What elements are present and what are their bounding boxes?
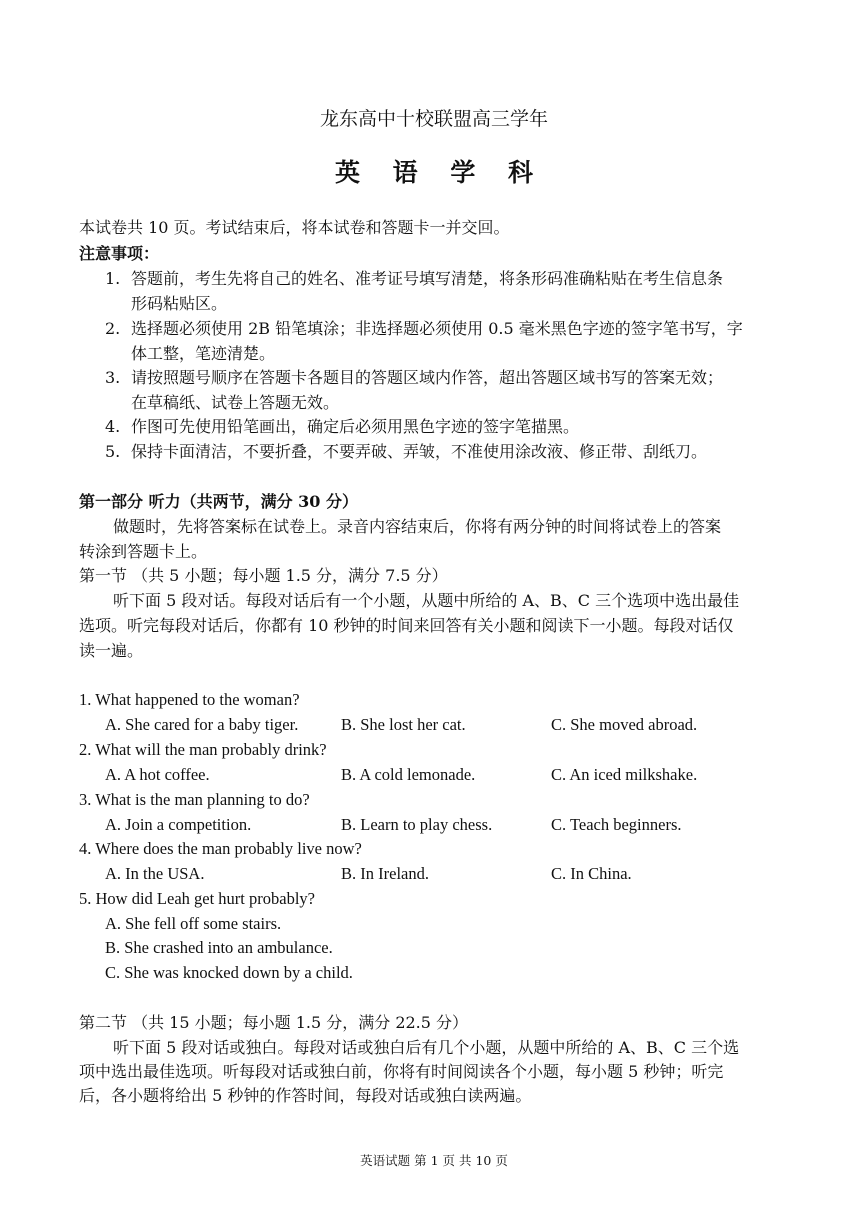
note-number: 5. xyxy=(105,442,121,461)
notes-title: 注意事项： xyxy=(79,244,160,263)
question-1-option-b: B. She lost her cat. xyxy=(341,715,466,734)
note-text: 作图可先使用铅笔画出，确定后必须用黑色字迹的签字笔描黑。 xyxy=(131,417,580,436)
note-text-continued: 体工整，笔迹清楚。 xyxy=(131,344,276,363)
section1-title: 第一节 （共 5 小题；每小题 1.5 分，满分 7.5 分） xyxy=(79,566,448,585)
question-1-option-c: C. She moved abroad. xyxy=(551,715,698,734)
question-5: 5. How did Leah get hurt probably? xyxy=(79,889,315,908)
section2-description-continued: 项中选出最佳选项。听每段对话或独白前，你将有时间阅读各个小题，每小题 5 秒钟；听完 xyxy=(79,1062,724,1081)
question-5-option-a: A. She fell off some stairs. xyxy=(105,914,282,933)
note-text: 选择题必须使用 2B 铅笔填涂；非选择题必须使用 0.5 毫米黑色字迹的签字笔书写，字 xyxy=(131,319,743,338)
note-item-3 xyxy=(105,367,723,389)
question-5-option-b: B. She crashed into an ambulance. xyxy=(105,938,333,957)
note-item-1 xyxy=(105,268,723,290)
question-5-option-c: C. She was knocked down by a child. xyxy=(105,963,353,982)
note-number: 1. xyxy=(105,269,121,288)
question-2: 2. What will the man probably drink? xyxy=(79,740,327,759)
section2-title: 第二节 （共 15 小题；每小题 1.5 分，满分 22.5 分） xyxy=(79,1013,469,1032)
note-item-4 xyxy=(105,416,579,438)
note-number: 4. xyxy=(105,417,121,436)
note-item-2 xyxy=(105,318,743,340)
question-3: 3. What is the man planning to do? xyxy=(79,790,310,809)
note-text-continued: 在草稿纸、试卷上答题无效。 xyxy=(131,393,340,412)
question-4-option-a: A. In the USA. xyxy=(105,864,205,883)
note-text-continued: 形码粘贴区。 xyxy=(131,294,228,313)
question-2-option-c: C. An iced milkshake. xyxy=(551,765,698,784)
question-4-option-b: B. In Ireland. xyxy=(341,864,429,883)
exam-intro: 本试卷共 10 页。考试结束后，将本试卷和答题卡一并交回。 xyxy=(79,218,510,237)
section2-description: 听下面 5 段对话或独白。每段对话或独白后有几个小题，从题中所给的 A、B、C 三个选 xyxy=(113,1038,740,1057)
question-1-option-a: A. She cared for a baby tiger. xyxy=(105,715,299,734)
section1-description: 听下面 5 段对话。每段对话后有一个小题，从题中所给的 A、B、C 三个选项中选出最佳 xyxy=(113,591,740,610)
question-3-option-b: B. Learn to play chess. xyxy=(341,815,493,834)
part1-title: 第一部分 听力（共两节，满分 30 分） xyxy=(79,492,358,511)
page-footer: 英语试题 第 1 页 共 10 页 xyxy=(360,1153,508,1168)
note-number: 2. xyxy=(105,319,121,338)
note-text: 请按照题号顺序在答题卡各题目的答题区域内作答，超出答题区域书写的答案无效； xyxy=(131,368,724,387)
subject-title: 英 语 学 科 xyxy=(334,158,546,187)
section2-description-continued: 后，各小题将给出 5 秒钟的作答时间，每段对话或独白读两遍。 xyxy=(79,1086,532,1105)
question-2-option-a: A. A hot coffee. xyxy=(105,765,210,784)
note-text: 保持卡面清洁，不要折叠，不要弄破、弄皱，不准使用涂改液、修正带、刮纸刀。 xyxy=(131,442,708,461)
question-4-option-c: C. In China. xyxy=(551,864,632,883)
question-2-option-b: B. A cold lemonade. xyxy=(341,765,476,784)
school-union-title: 龙东高中十校联盟高三学年 xyxy=(319,108,548,130)
part1-description: 做题时，先将答案标在试卷上。录音内容结束后，你将有两分钟的时间将试卷上的答案 xyxy=(113,517,722,536)
section1-description-continued: 读一遍。 xyxy=(79,641,144,660)
note-number: 3. xyxy=(105,368,121,387)
note-item-5 xyxy=(105,441,707,463)
question-3-option-a: A. Join a competition. xyxy=(105,815,252,834)
note-text: 答题前，考生先将自己的姓名、准考证号填写清楚，将条形码准确粘贴在考生信息条 xyxy=(131,269,724,288)
question-1: 1. What happened to the woman? xyxy=(79,690,300,709)
question-4: 4. Where does the man probably live now? xyxy=(79,839,362,858)
question-3-option-c: C. Teach beginners. xyxy=(551,815,682,834)
section1-description-continued: 选项。听完每段对话后，你都有 10 秒钟的时间来回答有关小题和阅读下一小题。每段对话仅 xyxy=(79,616,734,635)
part1-description-continued: 转涂到答题卡上。 xyxy=(79,542,208,561)
